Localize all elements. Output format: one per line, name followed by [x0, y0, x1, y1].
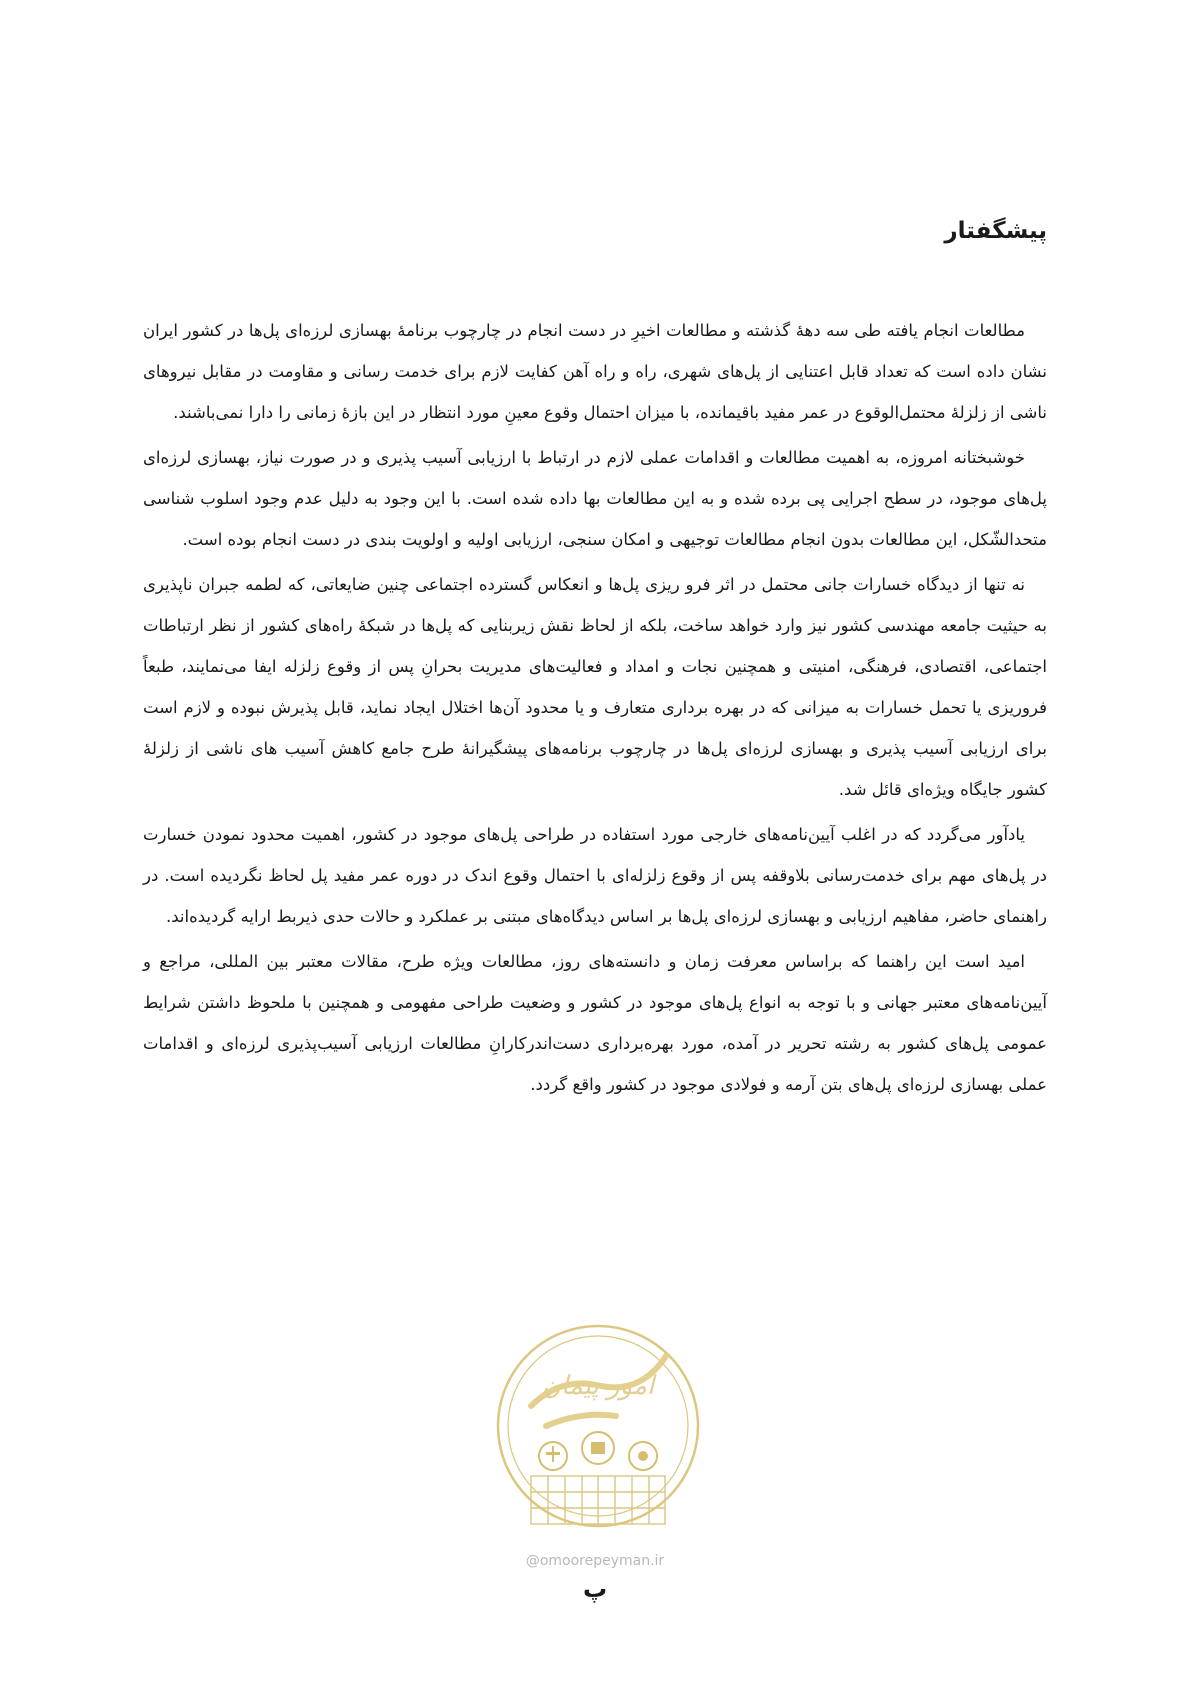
- document-body: [143, 310, 1047, 1109]
- paragraph-3: نه تنها از دیدگاه خسارات جانی محتمل در اثر فرو ریزی پل‌ها و انعکاس گسترده اجتماعی چنین ضایعاتی، که لطمه جبران ناپذیری به حیثیت جامعه مهندسی کشور نیز وارد خواهد ساخت، بلکه از لحاظ نقش زیربنایی که پل‌ها در شبکۀ راه‌های کشور از نظر ارتباطات اجتماعی، اقتصادی، فرهنگی، امنیتی و همچنین نجات و امداد و فعالیت‌های مدیریت بحرانِ پس از وقوع زلزله ایفا می‌نمایند، طبعاً فروریزی یا تحمل خسارات به میزانی که در بهره برداری متعارف و یا محدود آن‌ها اختلال ایجاد نماید، قابل پذیرش نبوده و لازم است برای ارزیابی آسیب پذیری و بهسازی لرزه‌ای پل‌ها در چارچوب برنامه‌های پیشگیرانۀ طرح جامع کاهش آسیب های ناشی از زلزلۀ کشور جایگاه ویژه‌ای قائل شد.: [143, 575, 1047, 799]
- paragraph-4: یادآور می‌گردد که در اغلب آیین‌نامه‌های خارجی مورد استفاده در طراحی پل‌های موجود در کشور، اهمیت محدود نمودن خسارت در پل‌های مهم برای خدمت‌رسانی بلاوقفه پس از وقوع زلزله‌ای با احتمال وقوع اندک در دوره عمر مفید پل لحاظ نگردیده است. در راهنمای حاضر، مفاهیم ارزیابی و بهسازی لرزه‌ای پل‌ها بر اساس دیدگاه‌های مبتنی بر عملکرد و حالات حدی ذیربط ارایه گردیده‌اند.: [143, 825, 1047, 926]
- paragraph-1: مطالعات انجام یافته طی سه دهۀ گذشته و مطالعات اخیرِ در دست انجام در چارچوب برنامۀ بهسازی لرزه‌ای پل‌ها در کشور ایران نشان داده است که تعداد قابل اعتنایی از پل‌های شهری، راه و راه آهن کفایت لازم برای خدمت رسانی و مقاومت در مقابل نیروهای ناشی از زلزلۀ محتمل‌الوقوع در عمر مفید باقیمانده، با میزان احتمال وقوع معینِ مورد انتظار در این بازۀ زمانی را دارا نمی‌باشند.: [143, 321, 1047, 422]
- logo-text: امور پیمان: [541, 1371, 655, 1401]
- paragraph-5: امید است این راهنما که براساس معرفت زمان و دانسته‌های روز، مطالعات ویژه طرح، مقالات معتبر بین المللی، مراجع و آیین‌نامه‌های معتبر جهانی و با توجه به انواع پل‌های موجود در کشور و وضعیت طراحی مفهومی و همچنین با ملحوظ داشتن شرایط عمومی پل‌های کشور به رشته تحریر در آمده، مورد بهره‌برداری دست‌اندرکارانِ مطالعات ارزیابی آسیب‌پذیری لرزه‌ای و اقدامات عملی بهسازی لرزه‌ای پل‌های بتن آرمه و فولادی موجود در کشور واقع گردد.: [143, 952, 1047, 1094]
- watermark-url: @omoorepeyman.ir: [525, 1553, 665, 1569]
- omoorepeyman-logo-icon: [491, 1316, 705, 1546]
- page-number: پ: [582, 1575, 608, 1603]
- paragraph-2: خوشبختانه امروزه، به اهمیت مطالعات و اقدامات عملی لازم در ارتباط با ارزیابی آسیب پذیری و در صورت نیاز، بهسازی لرزه‌ای پل‌های موجود، در سطح اجرایی پی برده شده و به این مطالعات بها داده شده است. با این وجود به دلیل عدم وجود اسلوب شناسی متحدالشّکل، این مطالعات بدون انجام مطالعات توجیهی و امکان سنجی، ارزیابی اولیه و اولویت بندی در دست انجام بوده است.: [143, 448, 1047, 549]
- page-title: پیشگفتار: [944, 218, 1047, 244]
